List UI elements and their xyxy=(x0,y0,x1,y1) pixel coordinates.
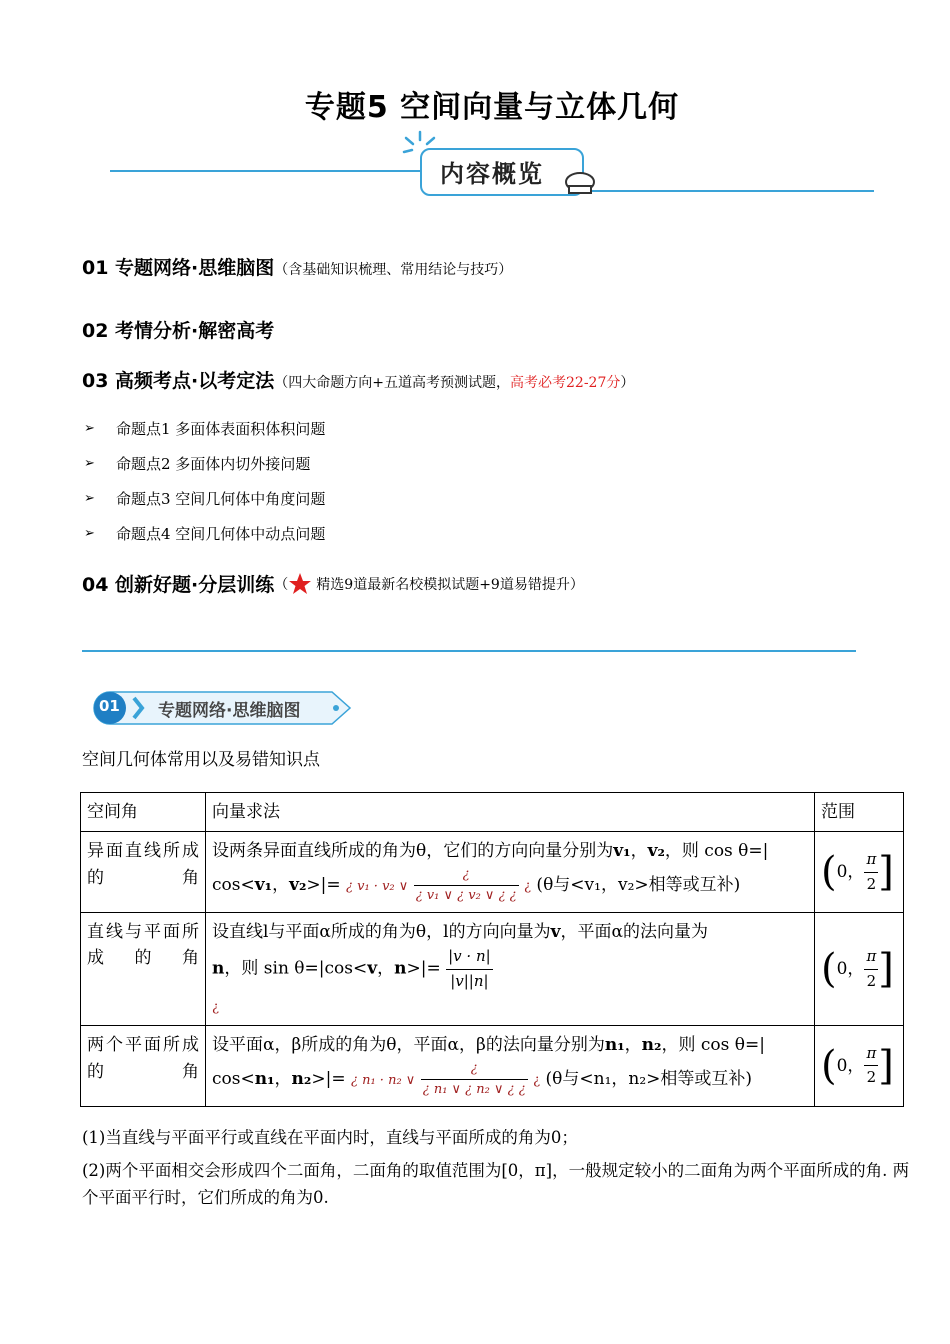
formula-fragment: ¿ n₁ · n₂ ∨ xyxy=(350,1072,416,1088)
range-bracket: ] xyxy=(878,1042,894,1089)
table-row xyxy=(81,912,904,1025)
section-03-note-red: 高考必考22-27分 xyxy=(510,375,621,391)
section-01 xyxy=(82,253,512,280)
method-text: ， xyxy=(274,1068,292,1089)
page-title: 专题5 空间向量与立体几何 xyxy=(304,90,680,125)
header-cell: 空间角 xyxy=(81,793,206,832)
angle-name: 两个平面所成的角 xyxy=(81,1026,206,1107)
formula-fragment: ¿ v₁ · v₂ ∨ xyxy=(346,878,409,894)
fraction-denominator: 2 xyxy=(866,874,877,893)
section-03-note-a: （四大命题方向+五道高考预测试题， xyxy=(274,375,511,391)
bullet-text: 命题点4 空间几何体中动点问题 xyxy=(116,525,326,543)
fraction-denominator: ¿ n₁ ∨ ¿ n₂ ∨ ¿ ¿ xyxy=(422,1081,526,1097)
section-04 xyxy=(82,570,584,597)
method-text: (θ与<n₁，n₂>相等或互补) xyxy=(540,1068,753,1089)
chef-hat-icon xyxy=(560,170,600,196)
fraction-denominator: 2 xyxy=(866,971,877,990)
section-04-title: 04 创新好题·分层训练 xyxy=(82,574,275,596)
range-left: 0， xyxy=(836,1055,865,1076)
section-01-title: 01 专题网络·思维脑图 xyxy=(82,257,275,279)
note-2: (2)两个平面相交会形成四个二面角，二面角的取值范围为[0，π]，一般规定较小的二面角为两个平面所成的角. 两个平面平行时，它们所成的角为0. xyxy=(82,1161,910,1208)
method-text: ，则 sin θ=|cos< xyxy=(224,958,368,979)
vector-symbol: v₁ xyxy=(254,874,273,895)
bullet-item-1 xyxy=(84,418,325,439)
overview-label: 内容概览 xyxy=(440,160,544,188)
vector-symbol: v xyxy=(550,921,561,942)
method-text: 设平面α，β所成的角为θ，平面α，β的法向量分别为 xyxy=(212,1035,605,1056)
header-cell: 向量求法 xyxy=(206,793,815,832)
angle-name: 直线与平面所成的角 xyxy=(81,912,206,1025)
vector-symbol: v₂ xyxy=(647,841,665,862)
fraction-numerator: π xyxy=(864,945,878,969)
arrow-bullet-icon: ➢ xyxy=(84,491,95,506)
range-cell xyxy=(815,912,904,1025)
fraction-denominator: |v||n| xyxy=(450,971,489,990)
method-text: ， xyxy=(630,841,648,862)
vector-method xyxy=(206,832,815,913)
formula-fragment: ¿ xyxy=(533,1072,541,1088)
method-text: >|= xyxy=(311,1068,346,1089)
vector-symbol: n xyxy=(394,958,407,979)
method-text: ， xyxy=(377,958,395,979)
bullet-item-4 xyxy=(84,523,325,544)
table-row xyxy=(81,1026,904,1107)
vector-method xyxy=(206,1026,815,1107)
vector-symbol: n₂ xyxy=(291,1068,312,1089)
badge-number: 01 xyxy=(99,697,120,715)
fraction-numerator: ¿ xyxy=(414,865,519,886)
method-text: ，平面α的法向量为 xyxy=(560,921,708,942)
fraction-numerator: π xyxy=(864,848,878,872)
fraction-numerator: π xyxy=(864,1042,878,1066)
vector-symbol: v₂ xyxy=(289,874,307,895)
method-text: (θ与<v₁，v₂>相等或互补) xyxy=(531,874,741,895)
bullet-text: 命题点2 多面体内切外接问题 xyxy=(116,455,311,473)
range-bracket: ( xyxy=(821,849,837,896)
bullet-item-2 xyxy=(84,453,310,474)
arrow-bullet-icon: ➢ xyxy=(84,526,95,541)
section-03 xyxy=(82,366,634,393)
method-text: ，则 cos θ=| xyxy=(664,841,769,862)
method-text: ， xyxy=(624,1035,642,1056)
table-subtitle: 空间几何体常用以及易错知识点 xyxy=(82,750,320,770)
range-bracket: ( xyxy=(821,1042,837,1089)
header-cell: 范围 xyxy=(815,793,904,832)
vector-symbol: n xyxy=(212,958,225,979)
bullet-text: 命题点1 多面体表面积体积问题 xyxy=(116,420,326,438)
formula-fragment: ¿ xyxy=(524,878,532,894)
arrow-bullet-icon: ➢ xyxy=(84,456,95,471)
method-text: cos< xyxy=(212,874,255,895)
method-text: >|= xyxy=(306,874,341,895)
formula-fragment: ¿ xyxy=(212,999,219,1015)
method-text: 设两条异面直线所成的角为θ，它们的方向向量分别为 xyxy=(212,841,614,862)
range-cell xyxy=(815,1026,904,1107)
range-left: 0， xyxy=(836,861,865,882)
section-02-title: 02 考情分析·解密高考 xyxy=(82,320,275,342)
method-text: >|= xyxy=(406,958,441,979)
method-text: ，则 cos θ=| xyxy=(661,1035,765,1056)
range-bracket: ( xyxy=(821,946,837,993)
range-fraction xyxy=(864,848,878,896)
method-text: ， xyxy=(272,874,290,895)
range-fraction xyxy=(864,945,878,993)
table-row xyxy=(81,832,904,913)
vector-symbol: n₁ xyxy=(254,1068,275,1089)
section-01-note: （含基础知识梳理、常用结论与技巧） xyxy=(274,262,513,278)
star-icon xyxy=(288,572,312,596)
formula-fraction xyxy=(414,865,519,906)
method-text: 设直线l与平面α所成的角为θ，l的方向向量为 xyxy=(212,921,551,942)
section-03-note-b: ） xyxy=(620,375,635,391)
table-header-row xyxy=(81,793,904,832)
fraction-numerator: |v · n| xyxy=(446,945,493,969)
section-04-note-a: （ xyxy=(274,576,289,593)
section-03-title: 03 高频考点·以考定法 xyxy=(82,370,275,392)
section-04-note-b: 精选9道最新名校模拟试题+9道易错提升） xyxy=(316,576,584,593)
fraction-denominator: ¿ v₁ ∨ ¿ v₂ ∨ ¿ ¿ xyxy=(415,887,517,903)
knowledge-table xyxy=(80,792,904,1107)
fraction-numerator: ¿ xyxy=(421,1059,528,1080)
angle-name: 异面直线所成的角 xyxy=(81,832,206,913)
range-cell xyxy=(815,832,904,913)
vector-symbol: n₂ xyxy=(641,1035,662,1056)
overview-line-right xyxy=(578,190,874,192)
vector-method xyxy=(206,912,815,1025)
range-bracket: ] xyxy=(878,849,894,896)
vector-symbol: v xyxy=(367,958,378,979)
range-left: 0， xyxy=(836,958,865,979)
bullet-text: 命题点3 空间几何体中角度问题 xyxy=(116,490,326,508)
bullet-item-3 xyxy=(84,488,325,509)
formula-fraction xyxy=(446,945,493,993)
method-text: cos< xyxy=(212,1068,255,1089)
arrow-bullet-icon: ➢ xyxy=(84,421,95,436)
overview-line-left xyxy=(110,170,422,172)
range-fraction xyxy=(864,1042,878,1090)
fraction-denominator: 2 xyxy=(866,1068,877,1087)
note-1: (1)当直线与平面平行或直线在平面内时，直线与平面所成的角为0； xyxy=(82,1128,578,1147)
badge-label: 专题网络·思维脑图 xyxy=(158,701,301,721)
section-divider xyxy=(82,650,856,652)
vector-symbol: n₁ xyxy=(604,1035,625,1056)
formula-fraction xyxy=(421,1059,528,1100)
vector-symbol: v₁ xyxy=(613,841,631,862)
range-bracket: ] xyxy=(878,946,894,993)
